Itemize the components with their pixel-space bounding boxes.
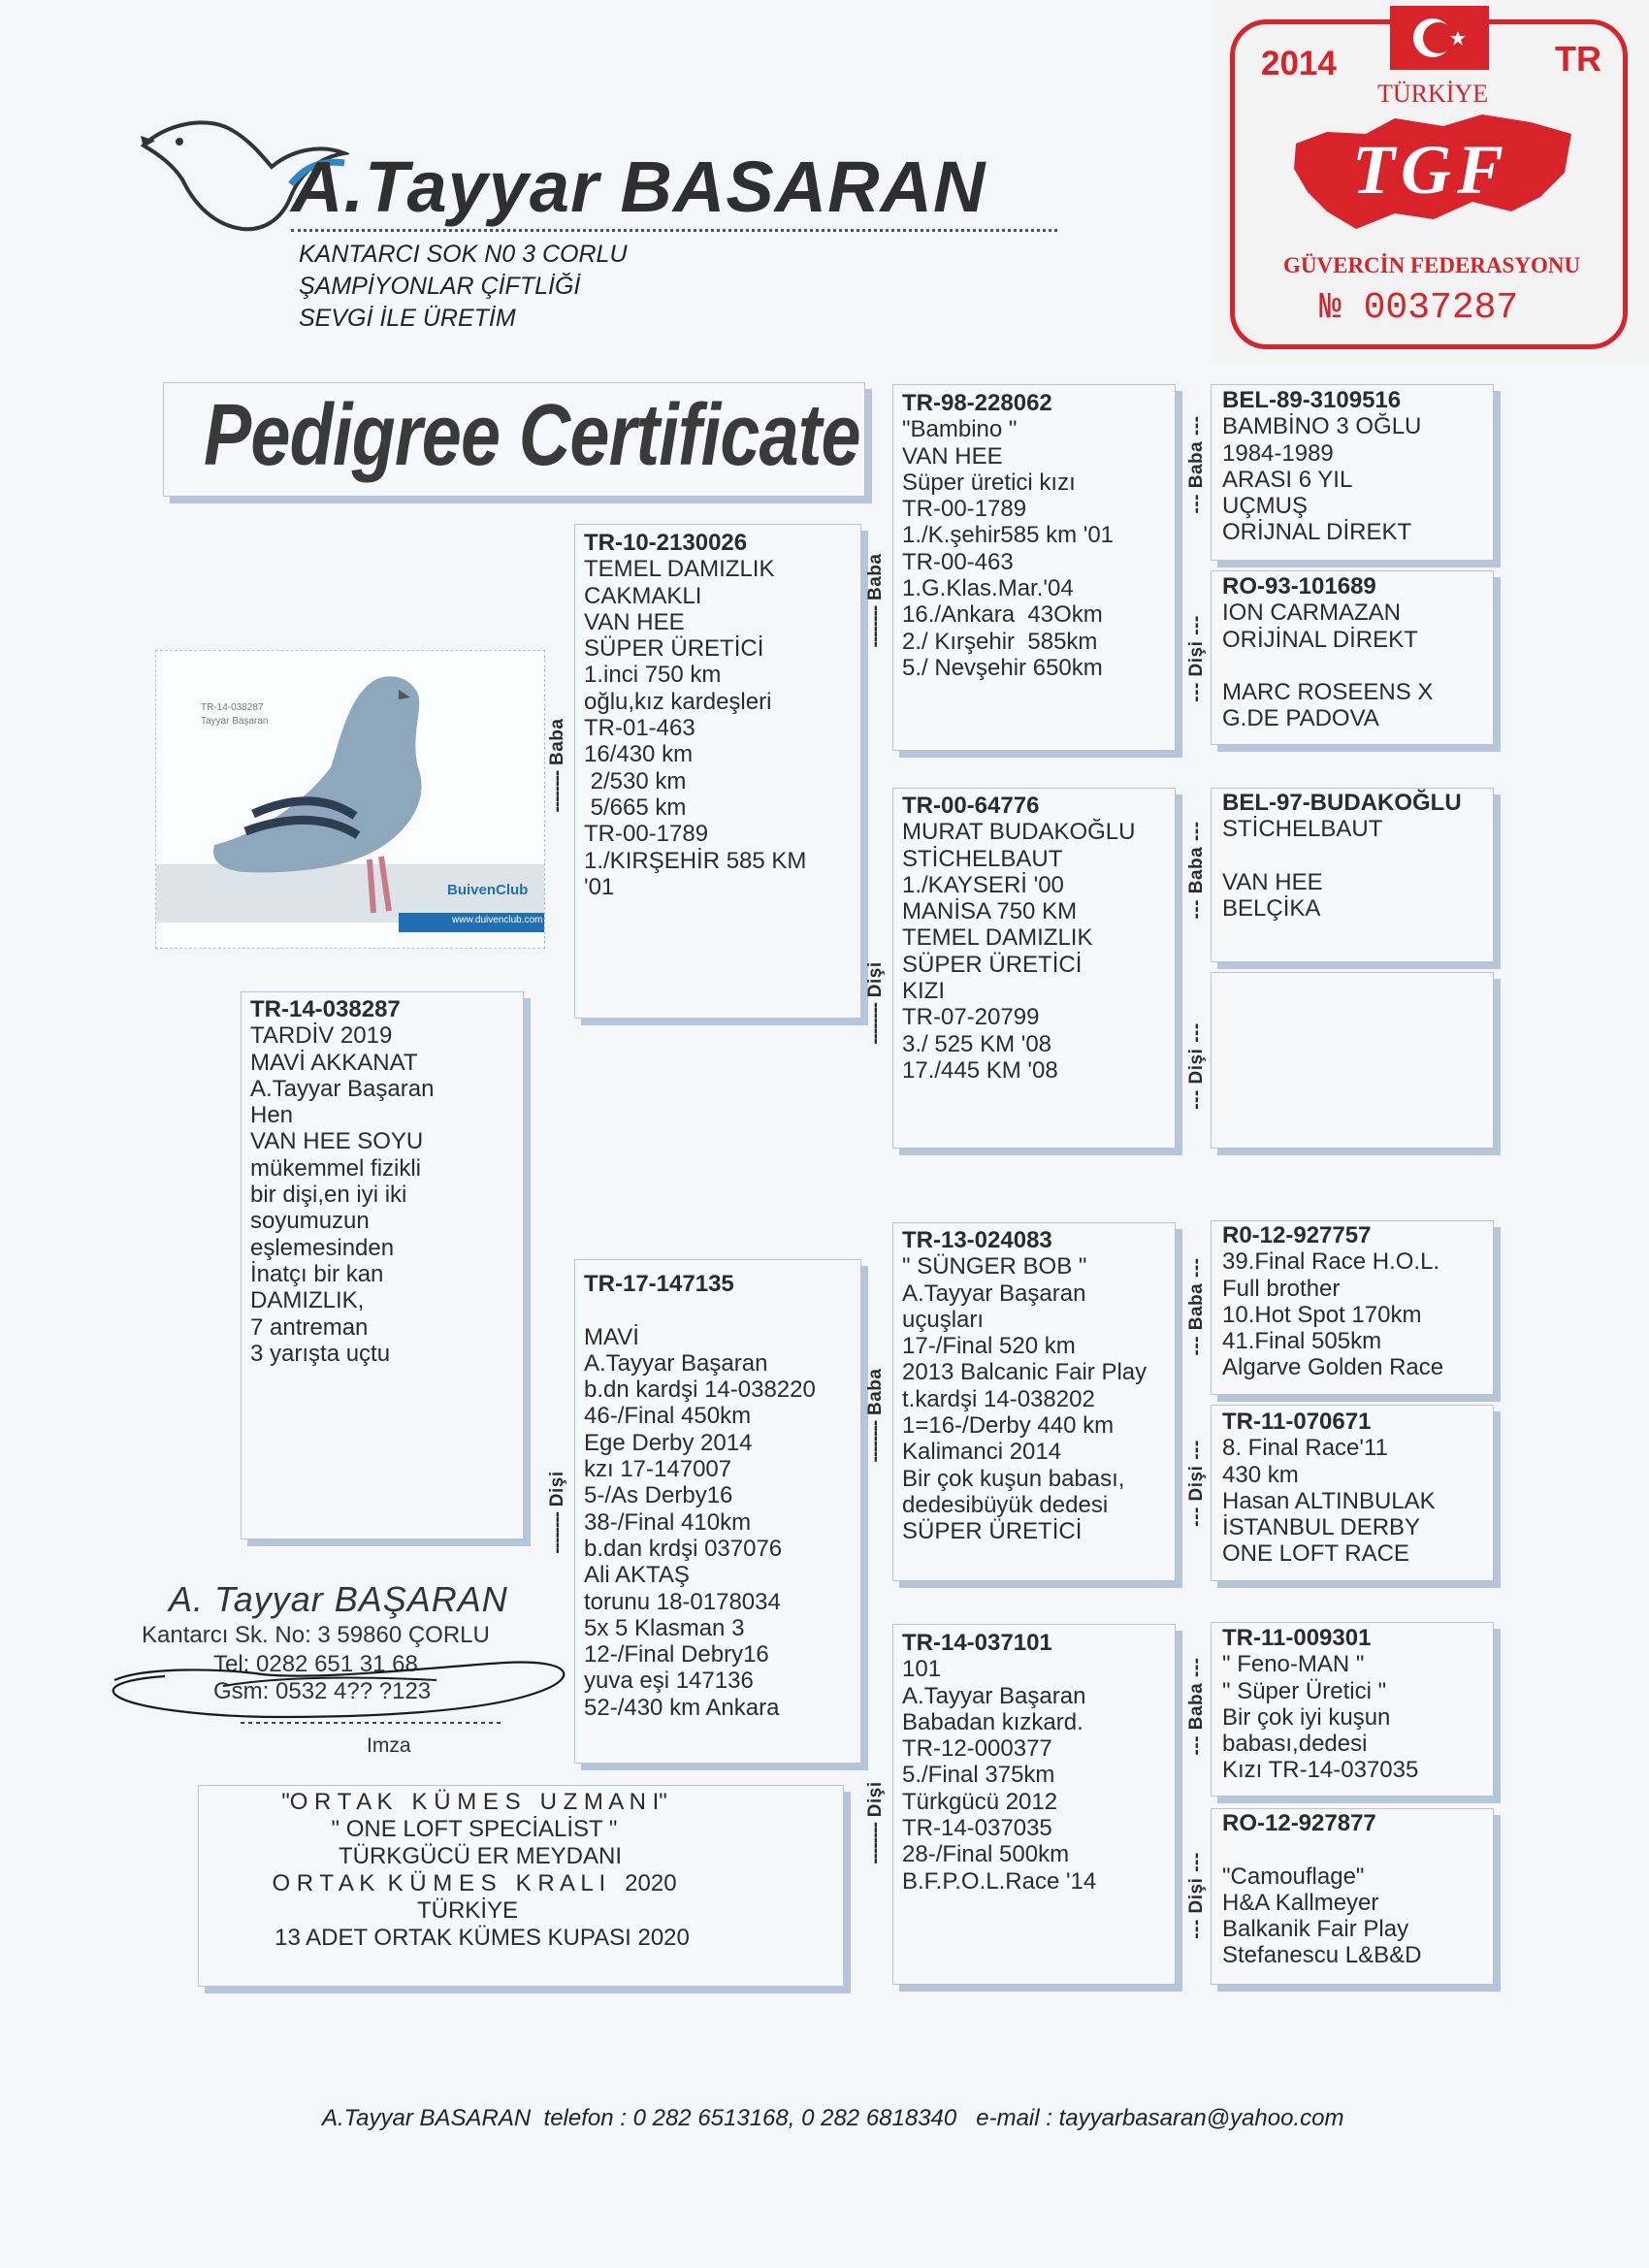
dds-text: TR-11-009301 " Feno-MAN " " Süper Üretici " Bir çok iyi kuşun babası,dedesi Kızı TR-14-037035 (1222, 1625, 1419, 1784)
sss-text: BEL-89-3109516 BAMBİNO 3 OĞLU 1984-1989 ARASI 6 YIL UÇMUŞ ORİJNAL DİREKT (1222, 387, 1422, 546)
pigeon-icon (156, 651, 544, 948)
photo-caption: TR-14-038287 Tayyar Başaran (201, 702, 269, 727)
specialist-line-4: O R T A K K Ü M E S K R A L I 2020 (272, 1870, 677, 1896)
signature-label: Imza (367, 1734, 411, 1757)
dam-text: TR-17-147135 MAVİ A.Tayyar Başaran b.dn kardşi 14-038220 46-/Final 450km Ege Derby 2014 kzı 17-147007 5-/As Derby16 38-/Final 410km b.dan krdşi 037076 Ali AKTAŞ torunu 18-0178034 5x 5 Klasman 3 12-/Final Debry16 yuva eşi 147136 52-/430 km Ankara (584, 1271, 816, 1721)
ddd-text: RO-12-927877 "Camouflage" H&A Kallmeyer Balkanik Fair Play Stefanescu L&B&D (1222, 1810, 1422, 1969)
stamp-federation: GÜVERCİN FEDERASYONU (1283, 253, 1581, 277)
signature-line-2: Tel: 0282 651 31 68 (213, 1651, 418, 1677)
signature-name: A. Tayyar BAŞARAN (169, 1579, 508, 1619)
stamp-country-code: TR (1555, 39, 1601, 79)
dss-text: R0-12-927757 39.Final Race H.O.L. Full brother 10.Hot Spot 170km 41.Final 505km Algarve Golden Race (1222, 1222, 1444, 1381)
stamp-flag-icon (1390, 6, 1489, 70)
specialist-line-1: "O R T A K K Ü M E S U Z M A N I" (281, 1789, 667, 1815)
sds-text: BEL-97-BUDAKOĞLU STİCHELBAUT VAN HEE BELÇİKA (1222, 790, 1462, 923)
address-block (299, 239, 628, 335)
address-line-3: SEVGİ İLE ÜRETİM (299, 305, 516, 332)
company-underline (291, 229, 1057, 232)
sire-sire-text: TR-98-228062 "Bambino " VAN HEE Süper üretici kızı TR-00-1789 1./K.şehir585 km '01 TR-00-463 1.G.Klas.Mar.'04 16./Ankara 43Okm 2./ Kırşehir 585km 5./ Nevşehir 650km (902, 390, 1115, 681)
stamp-logo-text: TGF (1352, 131, 1509, 209)
dam-sire-text: TR-13-024083 " SÜNGER BOB " A.Tayyar Başaran uçuşları 17-/Final 520 km 2013 Balcanic Fair Play t.kardşi 14-038202 1=16-/Derby 440 km Kalimanci 2014 Bir çok kuşun babası, dedesibüyük dedesi SÜPER ÜRETİCİ (902, 1227, 1148, 1545)
federation-stamp (1211, 0, 1649, 365)
specialist-line-3: TÜRKGÜCÜ ER MEYDANI (338, 1843, 623, 1869)
subject-text: TR-14-038287 TARDİV 2019 MAVİ AKKANAT A.Tayyar Başaran Hen VAN HEE SOYU mükemmel fizikli bir dişi,en iyi iki soyumuzun eşlemesinden İnatçı bir kan DAMIZLIK, 7 antreman 3 yarışta uçtu (250, 996, 435, 1367)
address-line-1: KANTARCI SOK N0 3 CORLU (299, 241, 628, 268)
signature-stamp (107, 1571, 592, 1766)
photo-brand: BuivenClub (447, 882, 529, 898)
company-name: A.Tayyar BASARAN (291, 146, 986, 227)
sire-text: TR-10-2130026 TEMEL DAMIZLIK CAKMAKLI VAN HEE SÜPER ÜRETİCİ 1.inci 750 km oğlu,kız kardeşleri TR-01-463 16/430 km 2/530 km 5/665 km TR-00-1789 1./KIRŞEHİR 585 KM '01 (584, 530, 807, 900)
photo-site: www.duivenclub.com (452, 915, 543, 925)
stamp-year: 2014 (1261, 45, 1337, 82)
dsd-text: TR-11-070671 8. Final Race'11 430 km Hasan ALTINBULAK İSTANBUL DERBY ONE LOFT RACE (1222, 1409, 1436, 1568)
specialist-line-2: " ONE LOFT SPECİALİST " (331, 1816, 618, 1842)
signature-line-3: Gsm: 0532 4?? ?123 (213, 1678, 432, 1704)
footer-contact: A.Tayyar BASARAN telefon : 0 282 6513168, 0 282 6818340 e-mail : tayyarbasaran@yahoo.com (322, 2105, 1344, 2131)
signature-line-1: Kantarcı Sk. No: 3 59860 ÇORLU (142, 1622, 490, 1648)
signature-scribble-icon (107, 1571, 592, 1766)
stamp-country: TÜRKİYE (1377, 80, 1489, 108)
doc-title: Pedigree Certificate (204, 387, 860, 484)
company-logo (136, 107, 1067, 243)
specialist-line-6: 13 ADET ORTAK KÜMES KUPASI 2020 (275, 1925, 690, 1951)
address-line-2: ŞAMPİYONLAR ÇİFTLİĞİ (299, 273, 581, 300)
specialist-line-5: TÜRKİYE (416, 1897, 518, 1924)
pigeon-photo (155, 650, 545, 949)
sdd-box (1211, 972, 1494, 1149)
stamp-number: № 0037287 (1319, 287, 1519, 329)
ssd-text: RO-93-101689 ION CARMAZAN ORİJİNAL DİREKT MARC ROSEENS X G.DE PADOVA (1222, 573, 1434, 732)
sire-dam-text: TR-00-64776 MURAT BUDAKOĞLU STİCHELBAUT 1./KAYSERİ '00 MANİSA 750 KM TEMEL DAMIZLIK SÜPER ÜRETİCİ KIZI TR-07-20799 3./ 525 KM '08 17./445 KM '08 (902, 793, 1136, 1084)
specialist-text (198, 1789, 844, 1952)
dam-dam-text: TR-14-037101 101 A.Tayyar Başaran Babadan kızkard. TR-12-000377 5./Final 375km Türkgücü 2012 TR-14-037035 28-/Final 500km B.F.P.O.L.Race '14 (902, 1630, 1097, 1895)
